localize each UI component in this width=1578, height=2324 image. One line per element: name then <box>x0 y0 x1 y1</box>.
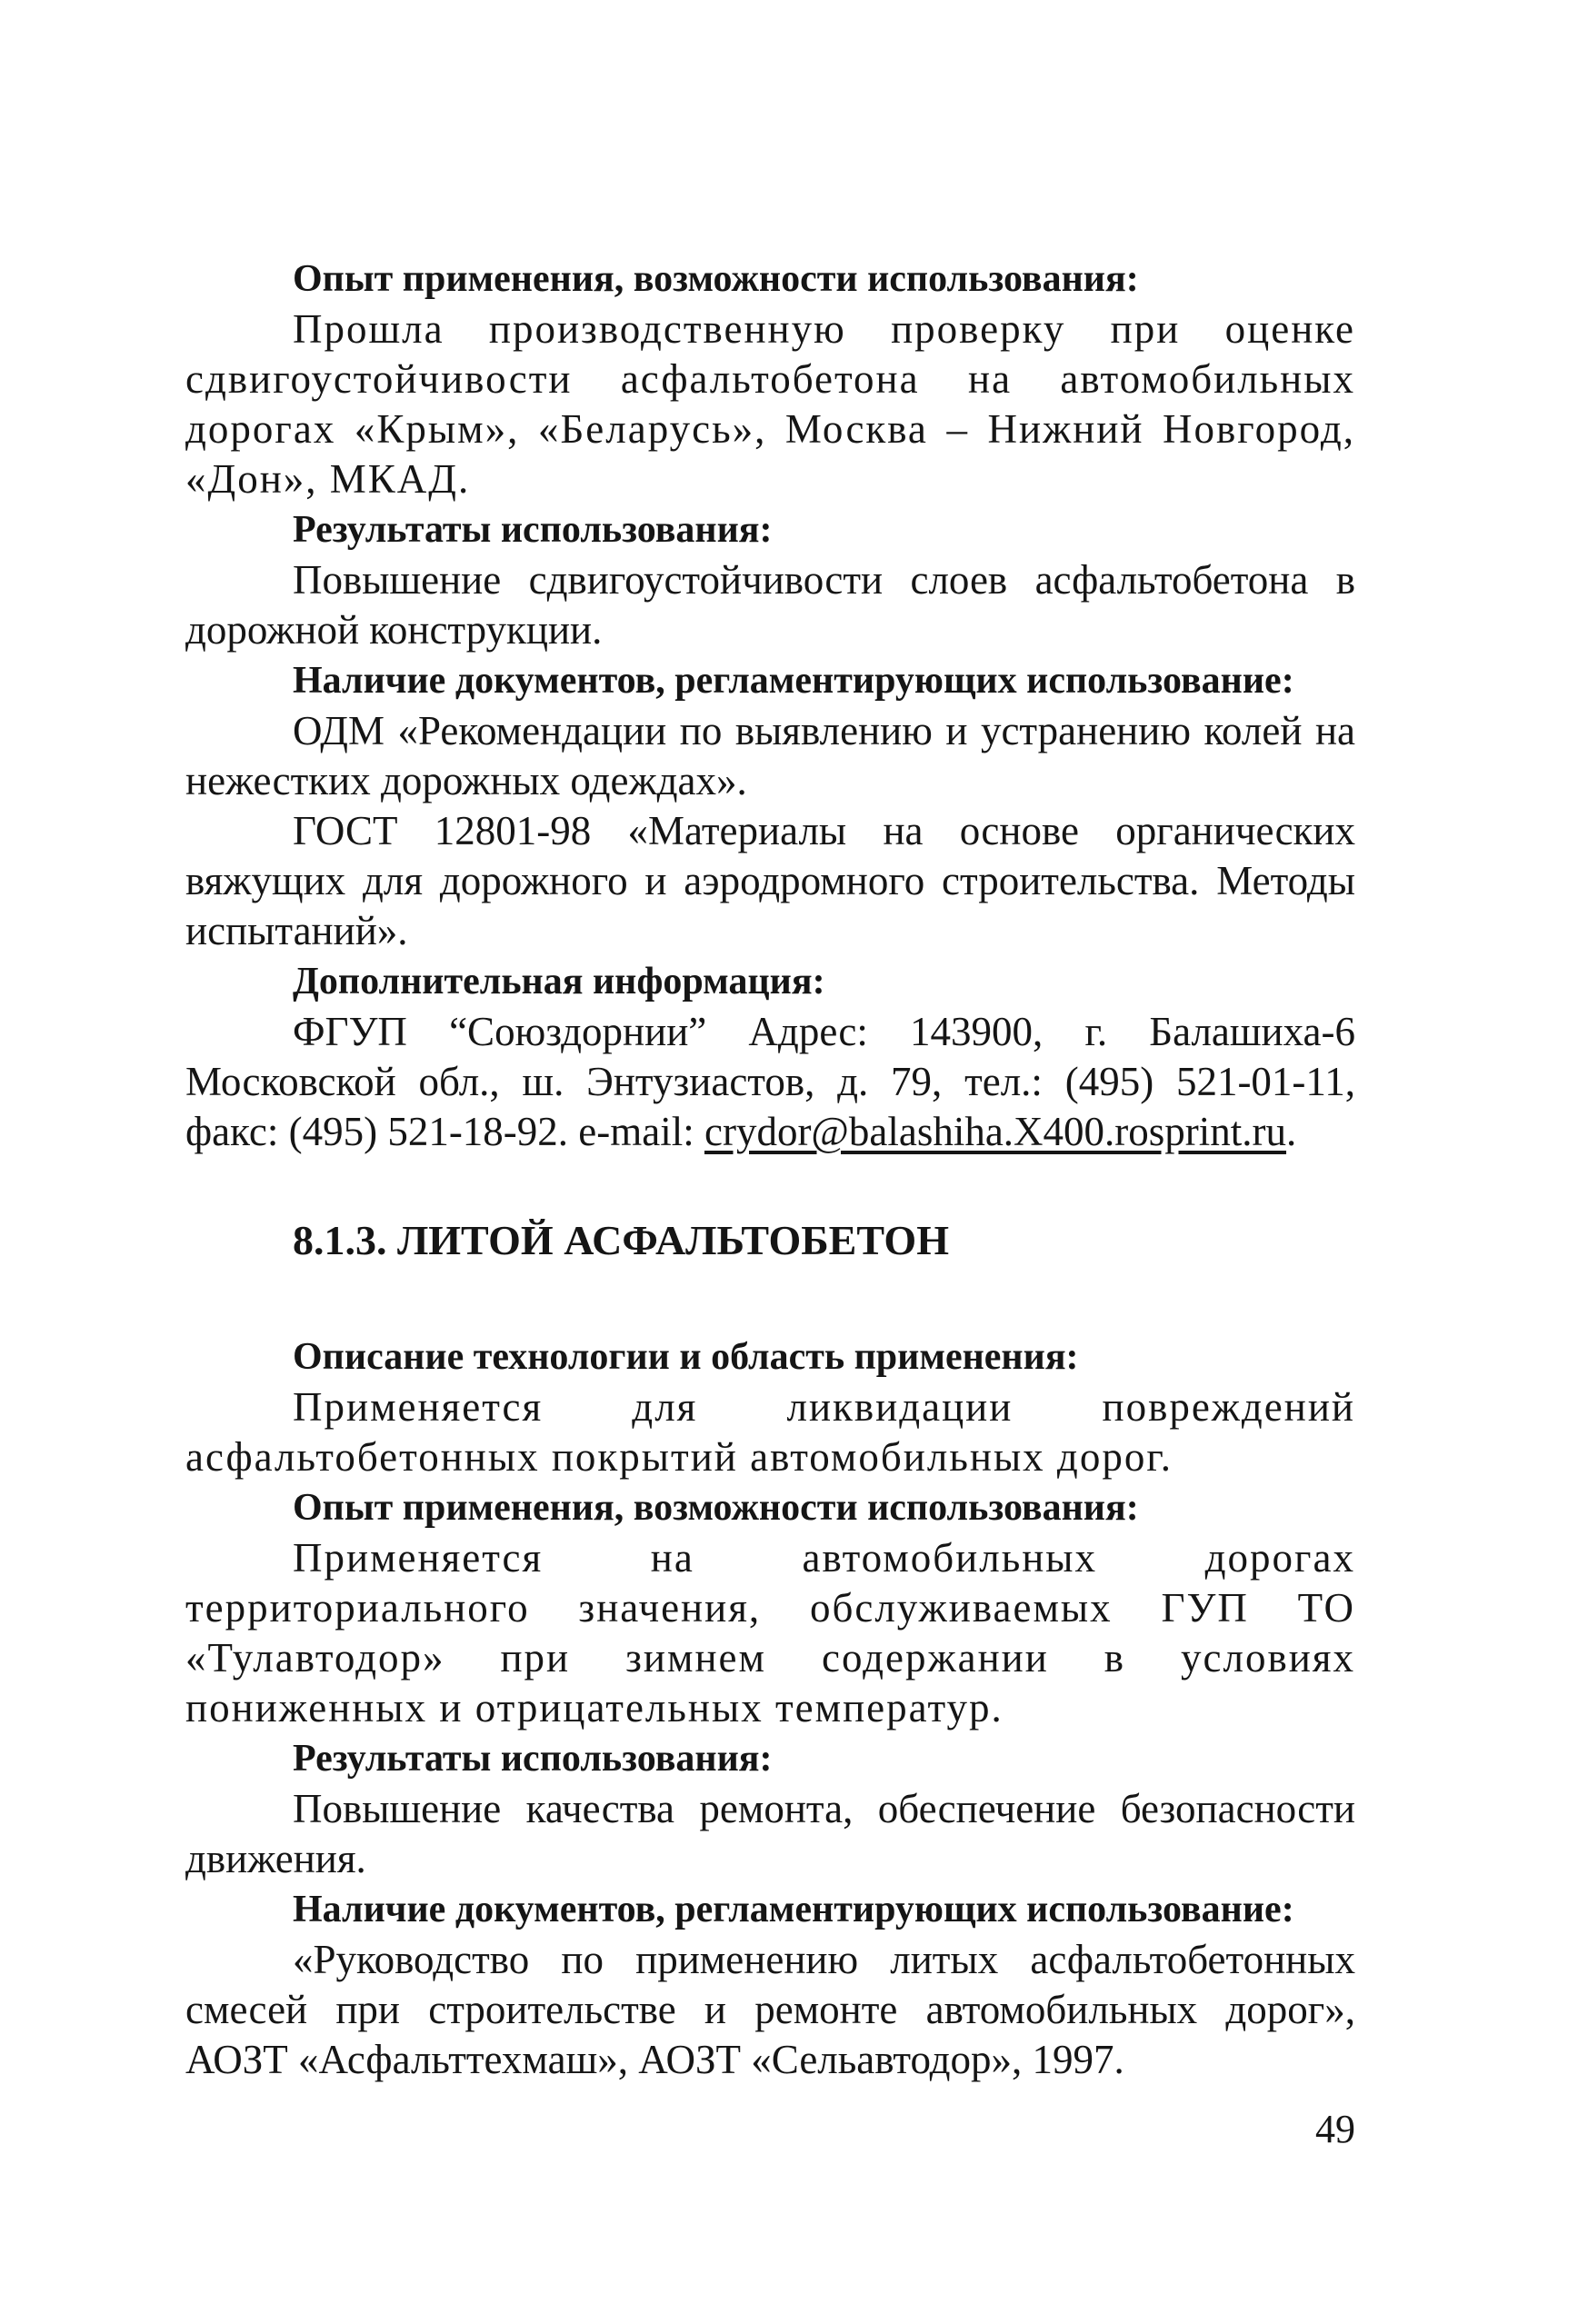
section-documents-text: «Руководство по применению литых асфальтобетонных смесей при строительстве и ремонте автомобильных дорог», АОЗТ «Асфальттехмаш», АОЗТ «Сельавтодор», 1997. <box>185 1937 1355 2082</box>
experience-text: Прошла производственную проверку при оценке сдвигоустойчивости асфальтобетона на автомобильных дорогах «Крым», «Беларусь», Москва – Нижний Новгород, «Дон», МКАД. <box>185 306 1355 502</box>
document-page <box>185 254 1355 2085</box>
results-text: Повышение сдвигоустойчивости слоев асфальтобетона в дорожной конструкции. <box>185 557 1355 653</box>
additional-info-body: ФГУП “Союздорнии” Адрес: 143900, г. Балашиха-6 Московской обл., ш. Энтузиастов, д. 79, тел.: (495) 521-01-11, факс: (495) 521-18-92. e-mail: <box>185 1009 1355 1154</box>
additional-info-text <box>185 1007 1355 1157</box>
spacer <box>185 1157 1355 1213</box>
spacer <box>185 1268 1355 1332</box>
heading-additional-info: Дополнительная информация: <box>293 961 825 1002</box>
description-text: Применяется для ликвидации повреждений асфальтобетонных покрытий автомобильных дорог. <box>185 1384 1355 1480</box>
documents-text-odm: ОДМ «Рекомендации по выявлению и устранению колей на нежестких дорожных одеждах». <box>185 708 1355 803</box>
email-link[interactable]: crydor@balashiha.X400.rosprint.ru <box>704 1109 1287 1154</box>
heading-documents: Наличие документов, регламентирующих использование: <box>293 660 1294 702</box>
heading-experience: Опыт применения, возможности использования: <box>293 258 1139 300</box>
documents-text-gost: ГОСТ 12801-98 «Материалы на основе органических вяжущих для дорожного и аэродромного строительства. Методы испытаний». <box>185 808 1355 953</box>
page-number: 49 <box>1315 2107 1355 2151</box>
section-heading-experience: Опыт применения, возможности использования: <box>293 1487 1139 1529</box>
heading-results: Результаты использования: <box>293 509 773 551</box>
section-heading-results: Результаты использования: <box>293 1738 773 1780</box>
section-title: 8.1.3. ЛИТОЙ АСФАЛЬТОБЕТОН <box>293 1217 949 1263</box>
heading-description: Описание технологии и область применения: <box>293 1336 1079 1378</box>
section-heading-documents: Наличие документов, регламентирующих использование: <box>293 1889 1294 1930</box>
section-results-text: Повышение качества ремонта, обеспечение безопасности движения. <box>185 1786 1355 1881</box>
additional-info-tail: . <box>1286 1109 1297 1154</box>
section-experience-text: Применяется на автомобильных дорогах территориального значения, обслуживаемых ГУП ТО «Тулавтодор» при зимнем содержании в условиях пониженных и отрицательных температур. <box>185 1535 1355 1731</box>
